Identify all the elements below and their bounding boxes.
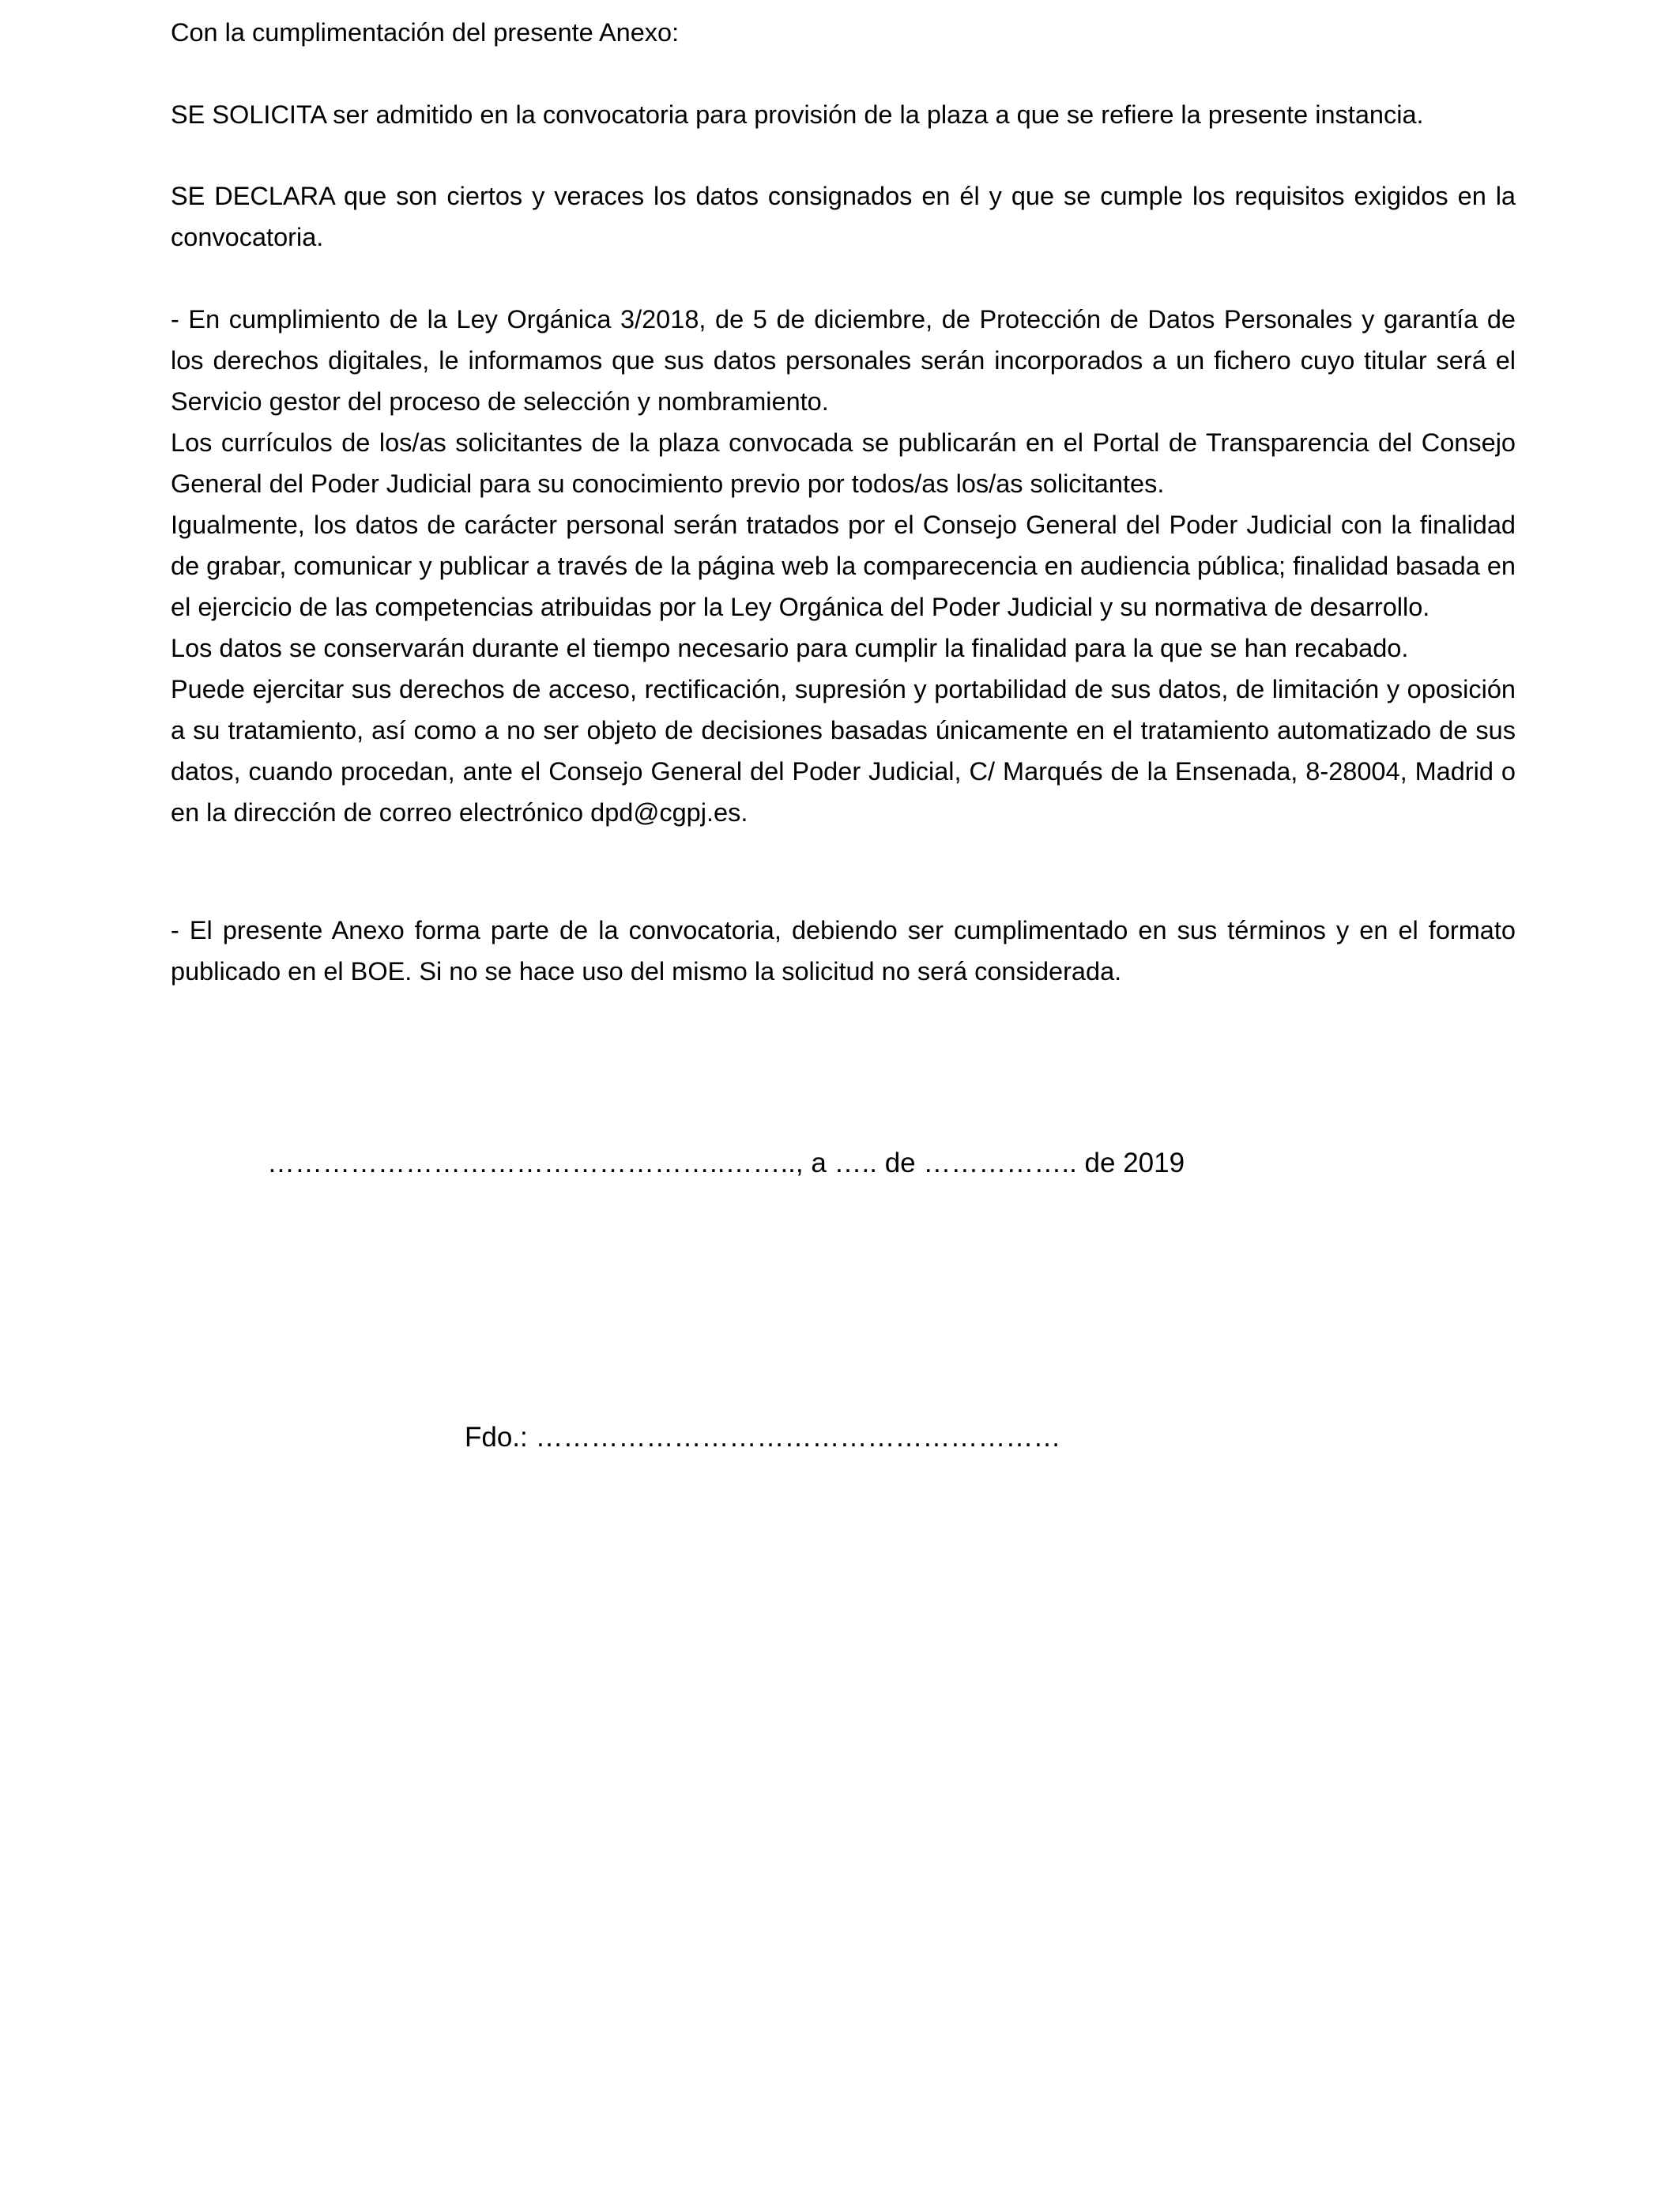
lopd-paragraph: Puede ejercitar sus derechos de acceso, rectificación, supresión y portabilidad de sus datos, de limitación y oposición a su tratamiento, así como a no ser objeto de decisiones basadas únicamente en el tratamiento automatizado de sus datos, cuando procedan, ante el Consejo General del Poder Judicial, C/ Marqués de la Ensenada, 8-28004, Madrid o en la dirección de correo electrónico dpd@cgpj.es.	[171, 675, 1516, 827]
place-date-line: …………………………………………..…….., a ….. de …………….. de 2019	[267, 1148, 1185, 1178]
anexo-paragraph: - El presente Anexo forma parte de la convocatoria, debiendo ser cumplimentado en sus términos y en el formato publicado en el BOE. Si no se hace uso del mismo la solicitud no será considerada.	[171, 916, 1516, 986]
lopd-paragraph: Los currículos de los/as solicitantes de la plaza convocada se publicarán en el Portal de Transparencia del Consejo General del Poder Judicial para su conocimiento previo por todos/as los/as solicitantes.	[171, 428, 1516, 498]
signature-line: Fdo.: …………………………………………………	[465, 1422, 1061, 1453]
lopd-paragraph: Igualmente, los datos de carácter personal serán tratados por el Consejo General del Poder Judicial con la finalidad de grabar, comunicar y publicar a través de la página web la comparecencia en audiencia pública; finalidad basada en el ejercicio de las competencias atribuidas por la Ley Orgánica del Poder Judicial y su normativa de desarrollo.	[171, 511, 1516, 621]
intro-text: Con la cumplimentación del presente Anexo:	[171, 18, 680, 47]
solicita-paragraph: SE SOLICITA ser admitido en la convocatoria para provisión de la plaza a que se refiere la presente instancia.	[171, 100, 1424, 129]
data-protection-section	[171, 299, 1516, 833]
lopd-paragraph: Los datos se conservarán durante el tiempo necesario para cumplir la finalidad para la que se han recabado.	[171, 634, 1409, 662]
lopd-paragraph: - En cumplimiento de la Ley Orgánica 3/2018, de 5 de diciembre, de Protección de Datos Personales y garantía de los derechos digitales, le informamos que sus datos personales serán incorporados a un fichero cuyo titular será el Servicio gestor del proceso de selección y nombramiento.	[171, 305, 1516, 416]
declara-paragraph: SE DECLARA que son ciertos y veraces los datos consignados en él y que se cumple los requisitos exigidos en la convocatoria.	[171, 182, 1516, 251]
